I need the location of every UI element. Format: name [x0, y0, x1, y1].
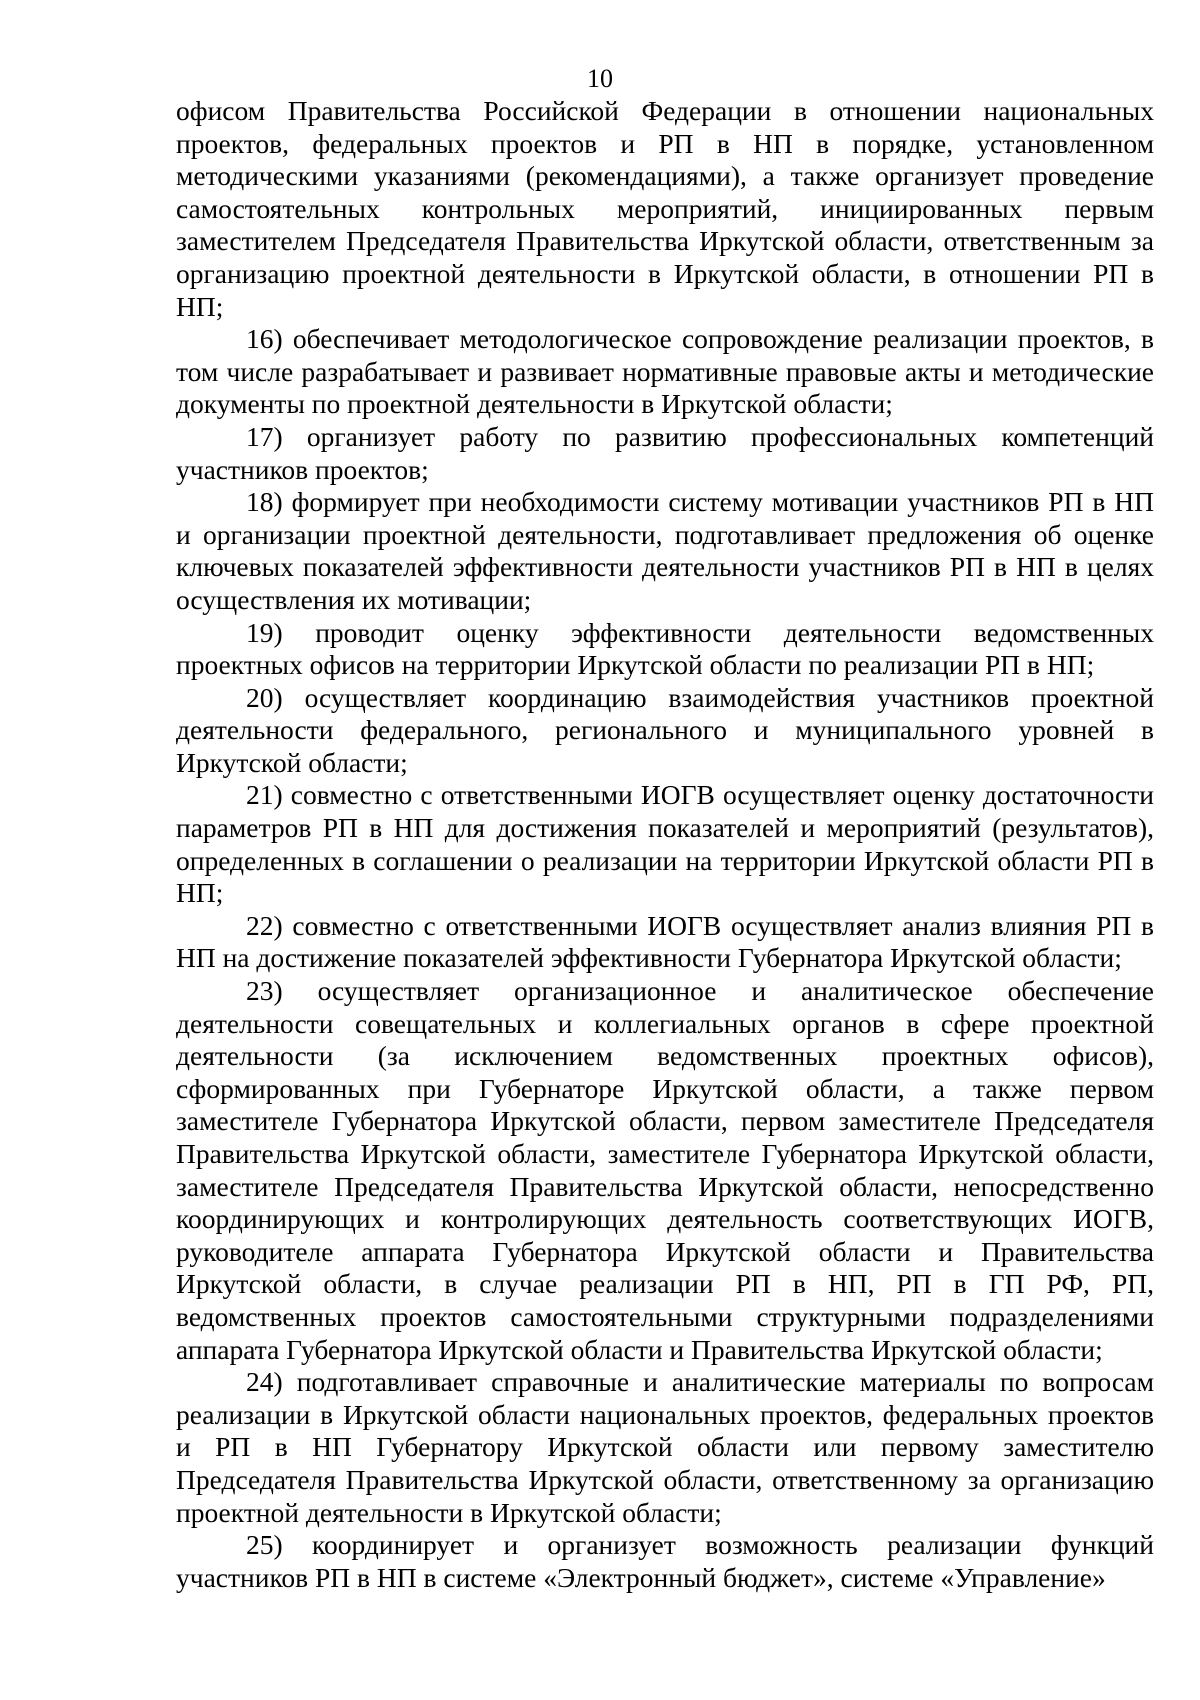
paragraph-item-20: 20) осуществляет координацию взаимодействия участников проектной деятельности федерального, регионального и муниципального уровней в Иркутской области;	[176, 681, 1154, 778]
paragraph-item-24: 24) подготавливает справочные и аналитические материалы по вопросам реализации в Иркутской области национальных проектов, федеральных проектов и РП в НП Губернатору Иркутской области или первому заместителю Председателя Правительства Иркутской области, ответственному за организацию проектной деятельности в Иркутской области;	[176, 1366, 1154, 1528]
page-number: 10	[587, 64, 613, 93]
paragraph-item-17: 17) организует работу по развитию профессиональных компетенций участников проектов;	[176, 420, 1154, 485]
paragraph-item-25: 25) координирует и организует возможность реализации функций участников РП в НП в системе «Электронный бюджет», системе «Управление»	[176, 1529, 1154, 1593]
document-body	[176, 95, 1154, 1594]
paragraph-item-18: 18) формирует при необходимости систему мотивации участников РП в НП и организации проектной деятельности, подготавливает предложения об оценке ключевых показателей эффективности деятельности участников РП в НП в целях осуществления их мотивации;	[176, 486, 1154, 615]
paragraph-item-16: 16) обеспечивает методологическое сопровождение реализации проектов, в том числе разрабатывает и развивает нормативные правовые акты и методические документы по проектной деятельности в Иркутской области;	[176, 323, 1154, 420]
paragraph-item-19: 19) проводит оценку эффективности деятельности ведомственных проектных офисов на территории Иркутской области по реализации РП в НП;	[176, 616, 1154, 681]
paragraph-item-22: 22) совместно с ответственными ИОГВ осуществляет анализ влияния РП в НП на достижение показателей эффективности Губернатора Иркутской области;	[176, 909, 1154, 974]
paragraph-continuation: офисом Правительства Российской Федерации в отношении национальных проектов, федеральных проектов и РП в НП в порядке, установленном методическими указаниями (рекомендациями), а также организует проведение самостоятельных контрольных мероприятий, инициированных первым заместителем Председателя Правительства Иркутской области, ответственным за организацию проектной деятельности в Иркутской области, в отношении РП в НП;	[176, 95, 1154, 322]
paragraph-item-23: 23) осуществляет организационное и аналитическое обеспечение деятельности совещательных и коллегиальных органов в сфере проектной деятельности (за исключением ведомственных проектных офисов), сформированных при Губернаторе Иркутской области, а также первом заместителе Губернатора Иркутской области, первом заместителе Председателя Правительства Иркутской области, заместителе Губернатора Иркутской области, заместителе Председателя Правительства Иркутской области, непосредственно координирующих и контролирующих деятельность соответствующих ИОГВ, руководителе аппарата Губернатора Иркутской области и Правительства Иркутской области, в случае реализации РП в НП, РП в ГП РФ, РП, ведомственных проектов самостоятельными структурными подразделениями аппарата Губернатора Иркутской области и Правительства Иркутской области;	[176, 975, 1154, 1365]
paragraph-item-21: 21) совместно с ответственными ИОГВ осуществляет оценку достаточности параметров РП в НП для достижения показателей и мероприятий (результатов), определенных в соглашении о реализации на территории Иркутской области РП в НП;	[176, 779, 1154, 909]
